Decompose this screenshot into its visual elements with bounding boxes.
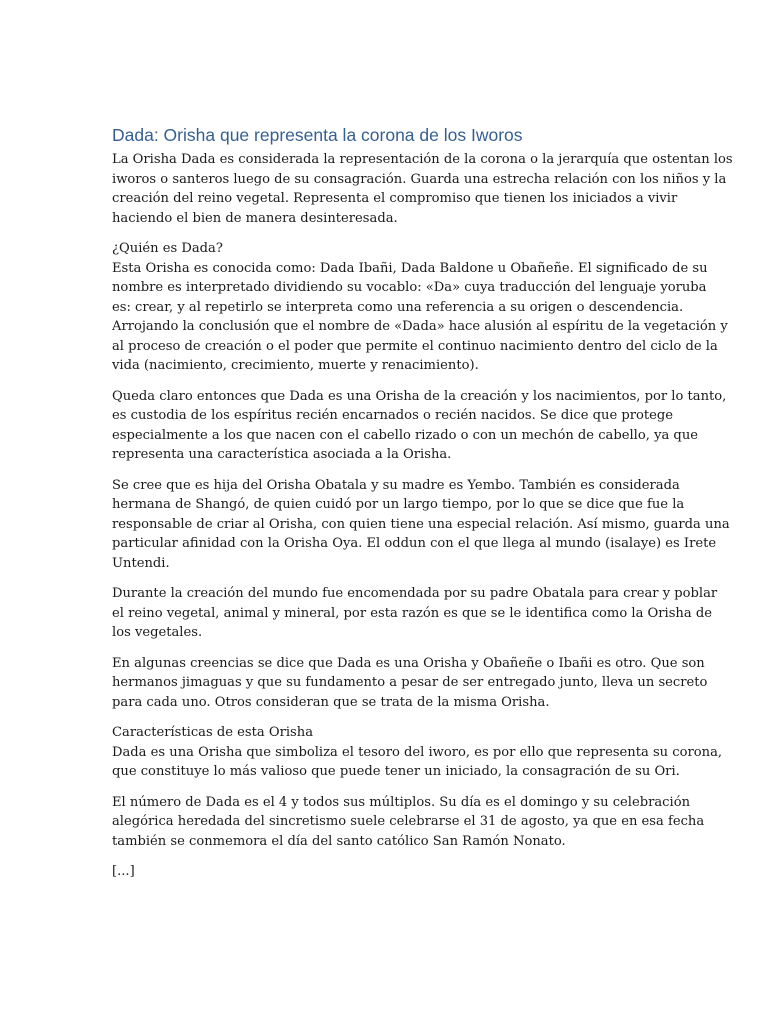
- text-line: nombre es interpretado dividiendo su vocablo: «Da» cuya traducción del lenguaje yoruba: [112, 280, 707, 295]
- text-line: hermanos jimaguas y que su fundamento a pesar de ser entregado junto, lleva un secreto: [112, 675, 708, 690]
- text-line: vida (nacimiento, crecimiento, muerte y renacimiento).: [112, 358, 479, 373]
- document-body: [112, 150, 733, 882]
- paragraph: [112, 654, 708, 713]
- text-line: iworos o santeros luego de su consagración. Guarda una estrecha relación con los niños y la: [112, 171, 727, 187]
- paragraph: [112, 793, 705, 852]
- paragraph: [112, 476, 730, 574]
- text-line: Durante la creación del mundo fue encomendada por su padre Obatala para crear y poblar: [112, 586, 718, 601]
- paragraph: [112, 584, 718, 643]
- text-line: Untendi.: [112, 555, 170, 571]
- text-line: haciendo el bien de manera desinteresada.: [112, 210, 398, 226]
- text-line: Arrojando la conclusión que el nombre de «Dada» hace alusión al espíritu de la vegetación y: [112, 319, 728, 334]
- text-line: creación del reino vegetal. Representa el compromiso que tienen los iniciados a vivir: [112, 191, 678, 206]
- paragraph: [112, 150, 733, 228]
- text-line: ¿Quién es Dada?: [112, 241, 223, 256]
- document-page: [112, 124, 733, 893]
- text-line: el reino vegetal, animal y mineral, por esta razón es que se le identifica como la Orisha de: [112, 605, 712, 621]
- text-line: particular afinidad con la Orisha Oya. El oddun con el que llega al mundo (isalaye) es Irete: [112, 536, 717, 551]
- text-line: Se cree que es hija del Orisha Obatala y su madre es Yembo. También es considerada: [112, 477, 680, 493]
- text-line: también se conmemora el día del santo católico San Ramón Nonato.: [112, 833, 566, 849]
- text-line: los vegetales.: [112, 625, 203, 640]
- paragraph: [112, 862, 662, 882]
- text-line: es custodia de los espíritus recién encarnados o recién nacidos. Se dice que protege: [112, 408, 674, 423]
- text-line: responsable de criar al Orisha, con quien tiene una especial relación. Así mismo, guarda una: [112, 516, 730, 532]
- text-line: Características de esta Orisha: [112, 725, 314, 740]
- paragraph: [112, 239, 728, 376]
- paragraph: [112, 387, 727, 465]
- text-line: para cada uno. Otros consideran que se trata de la misma Orisha.: [112, 694, 550, 710]
- text-line: que constituye lo más valioso que puede tener un iniciado, la consagración de su Ori.: [112, 764, 680, 779]
- text-line: [...]: [112, 864, 135, 879]
- text-line: Esta Orisha es conocida como: Dada Ibañi, Dada Baldone u Obañeñe. El significado de su: [112, 260, 708, 276]
- text-line: El número de Dada es el 4 y todos sus múltiplos. Su día es el domingo y su celebración: [112, 794, 691, 810]
- text-line: es: crear, y al repetirlo se interpreta como una referencia a su origen o descendencia.: [112, 299, 684, 315]
- text-line: representa una característica asociada a la Orisha.: [112, 447, 452, 462]
- text-line: al proceso de creación o el poder que permite el continuo nacimiento dentro del ciclo de la: [112, 338, 718, 354]
- document-title: Dada: Orisha que representa la corona de los Iworos: [112, 125, 523, 145]
- text-line: Queda claro entonces que Dada es una Orisha de la creación y los nacimientos, por lo tanto,: [112, 388, 727, 404]
- text-line: Dada es una Orisha que simboliza el tesoro del iworo, es por ello que representa su corona,: [112, 744, 723, 760]
- text-line: La Orisha Dada es considerada la representación de la corona o la jerarquía que ostentan los: [112, 152, 733, 167]
- text-line: alegórica heredada del sincretismo suele celebrarse el 31 de agosto, ya que en esa fecha: [112, 814, 705, 829]
- paragraph: [112, 723, 723, 782]
- text-line: hermana de Shangó, de quien cuidó por un largo tiempo, por lo que se dice que fue la: [112, 497, 685, 512]
- text-line: En algunas creencias se dice que Dada es una Orisha y Obañeñe o Ibañi es otro. Que son: [112, 655, 705, 671]
- text-line: especialmente a los que nacen con el cabello rizado o con un mechón de cabello, ya que: [112, 427, 698, 443]
